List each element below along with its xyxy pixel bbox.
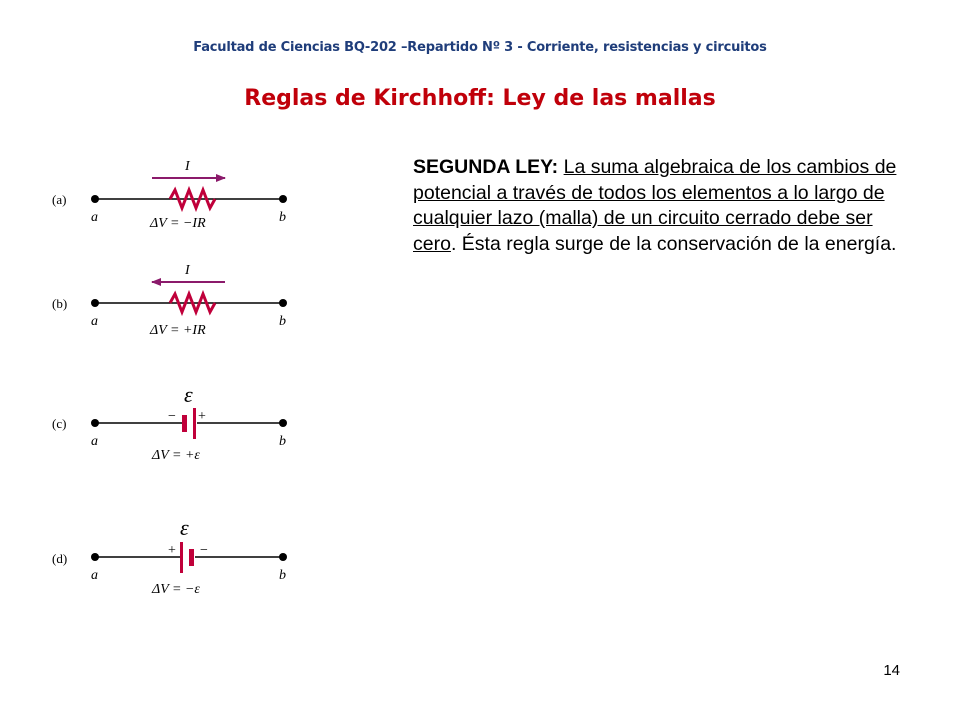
course-header: Facultad de Ciencias BQ-202 –Repartido Nº 3 - Corriente, resistencias y circuitos [193,40,767,55]
node-a-dot [91,195,99,203]
law-statement: La suma algebraica de los cambios de potencial a través de todos los elementos a lo largo de cualquier lazo (malla) de un circuito cerrado debe ser cero [413,156,897,255]
delta-v-equation: ΔV = +ε [152,448,200,463]
delta-v-equation: ΔV = −IR [150,216,206,231]
node-b-dot [279,299,287,307]
battery-long-plate [193,408,196,439]
slide-title: Reglas de Kirchhoff: Ley de las mallas [244,86,716,111]
delta-v-equation: ΔV = +IR [150,323,206,338]
node-a-label: a [91,434,98,449]
battery-long-plate [180,542,183,573]
panel-c [52,382,287,463]
panel-label: (b) [52,296,68,311]
battery-short-plate [182,415,187,432]
node-b-label: b [279,210,286,225]
battery-left-sign: − [168,409,176,424]
node-a-dot [91,299,99,307]
page-number: 14 [883,662,900,679]
battery-left-sign: + [168,543,176,558]
panel-label: (d) [52,551,68,566]
emf-label: ε [184,382,193,407]
node-b-label: b [279,314,286,329]
node-b-label: b [279,568,286,583]
panel-a [52,159,287,231]
node-a-label: a [91,210,98,225]
battery-right-sign: + [198,409,206,424]
battery-right-sign: − [200,543,208,558]
node-b-dot [279,195,287,203]
node-a-label: a [91,314,98,329]
current-label: I [185,263,190,278]
panel-label: (c) [52,416,67,431]
panel-label: (a) [52,192,67,207]
node-b-dot [279,419,287,427]
law-explanation: Ésta regla surge de la conservación de la energía. [461,232,897,255]
law-end-mark: . [450,232,457,255]
battery-short-plate [189,549,194,566]
node-a-dot [91,553,99,561]
panel-d [52,515,287,597]
law-lead: SEGUNDA LEY: [413,156,559,178]
kirchhoff-loop-figure [40,150,300,610]
node-b-dot [279,553,287,561]
node-a-dot [91,419,99,427]
second-law-text [413,155,903,257]
current-label: I [185,159,190,174]
emf-label: ε [180,515,189,540]
node-b-label: b [279,434,286,449]
panel-b [52,263,287,338]
delta-v-equation: ΔV = −ε [152,582,200,597]
node-a-label: a [91,568,98,583]
